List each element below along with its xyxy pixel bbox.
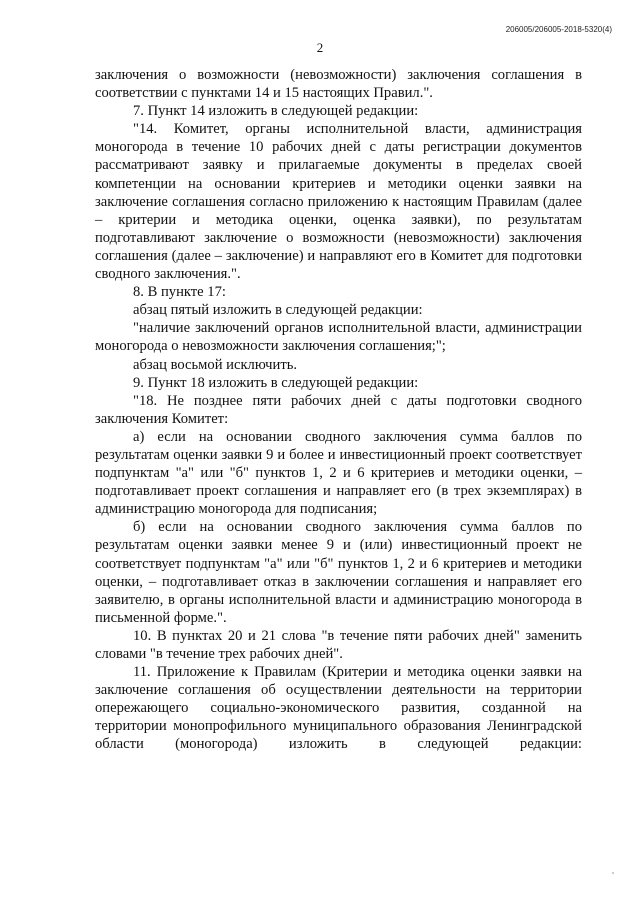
paragraph-point-18-intro: "18. Не позднее пяти рабочих дней с даты подготовки сводного заключения Комитет: [95,392,582,427]
paragraph-item-11: 11. Приложение к Правилам (Критерии и методика оценки заявки на заключение соглашения об осуществлении деятельности на территории опережающего социально-экономического развития, созданной на территории монопрофильного муниципального образования Ленинградской области (моногорода) изложить в следующей редакции: [95,664,582,753]
paragraph-item-8: 8. В пункте 17: [133,284,226,301]
paragraph-item-9: 9. Пункт 18 изложить в следующей редакции: [133,374,419,391]
paragraph-abzac-8: абзац восьмой исключить. [133,356,298,373]
paragraph-continuation: заключения о возможности (невозможности) заключения соглашения в соответствии с пунктами 14 и 15 настоящих Правил.". [95,67,582,102]
paragraph-item-7: 7. Пункт 14 изложить в следующей редакции: [133,103,419,120]
paragraph-abzac-5: абзац пятый изложить в следующей редакции: [133,302,423,319]
paragraph-abzac-5-text: "наличие заключений органов исполнительной власти, администрации моногорода о невозможности заключения соглашения;"; [95,320,582,355]
paragraph-point-14-text: "14. Комитет, органы исполнительной власти, администрация моногорода в течение 10 рабочих дней с даты регистрации документов рассматривают заявку и прилагаемые документы в пределах своей компетенции на основании критериев и методики оценки заявки на заключение соглашения согласно приложению к настоящим Правилам (далее – критерии и методика оценки, оценка заявки), по результатам подготавливают заключение о возможности (невозможности) заключения соглашения (далее – заключение) и направляют его в Комитет для подготовки сводного заключения.". [95,121,582,283]
paragraph-item-10: 10. В пунктах 20 и 21 слова "в течение пяти рабочих дней" заменить словами "в течение трех рабочих дней". [95,627,582,662]
document-id: 206005/206005-2018-5320(4) [505,25,612,34]
paragraph-subpoint-a: а) если на основании сводного заключения сумма баллов по результатам оценки заявки 9 и более и инвестиционный проект соответствует подпунктам "а" или "б" пунктов 1, 2 и 6 критериев и методики оценки, – подготавливает проект соглашения и направляет его (в трех экземплярах) в администрацию моногорода для подписания; [95,428,582,518]
page-number: 2 [316,40,324,55]
paragraph-subpoint-b: б) если на основании сводного заключения сумма баллов по результатам оценки заявки менее 9 и (или) инвестиционный проект не соответствует подпунктам "а" или "б" пунктов 1, 2 и 6 критериев и методики оценки, – подготавливает отказ в заключении соглашения и направляет его заявителю, в органы исполнительной власти и администрацию моногорода в письменной форме.". [95,519,582,626]
document-body [95,66,582,754]
scan-speck [612,872,614,874]
